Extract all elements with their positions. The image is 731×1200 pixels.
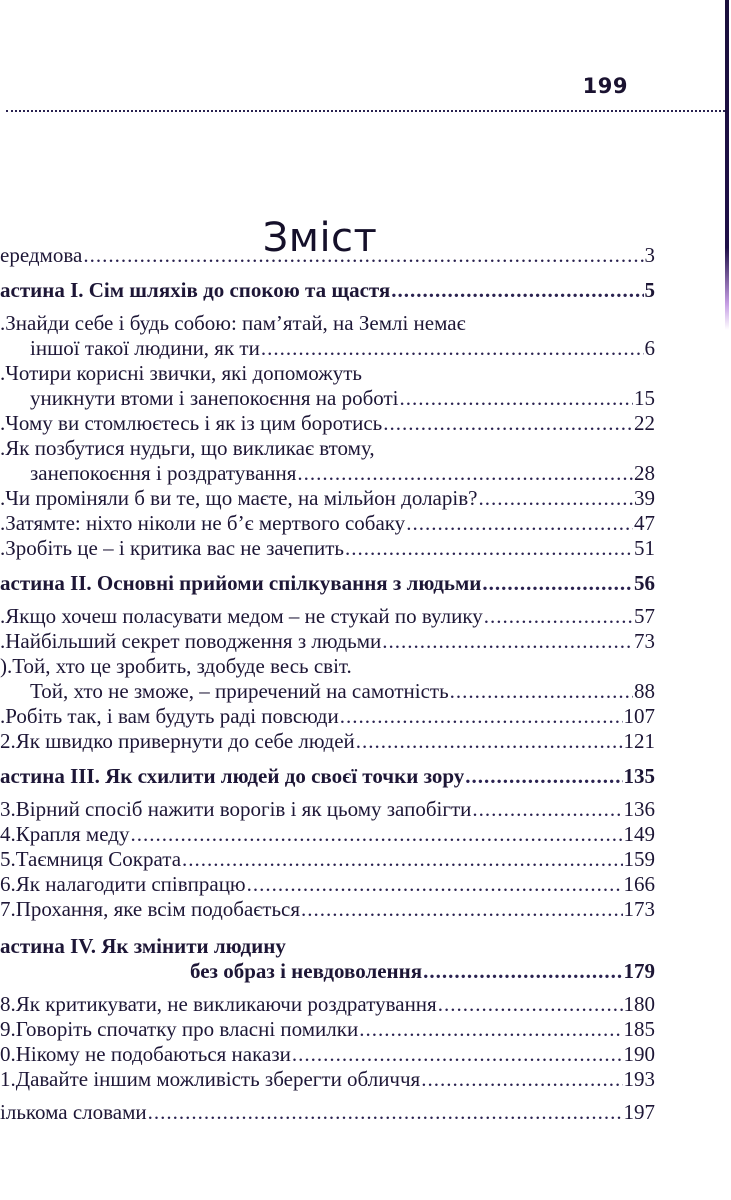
toc-line	[0, 959, 655, 984]
chapter-number: .	[0, 511, 6, 535]
toc-page-number: 193	[623, 1067, 655, 1091]
toc-entry-title: ількома словами	[0, 1100, 147, 1124]
toc-entry-title: ередмова	[0, 243, 83, 267]
toc-entry-title: Зробіть це – і критика вас не зачепить	[5, 536, 344, 560]
toc-entry-front	[0, 243, 655, 268]
toc-line	[0, 278, 655, 303]
toc-entry-title: іншої такої людини, як ти	[30, 336, 260, 360]
chapter-number: .	[0, 704, 6, 728]
chapter-number: 6.	[0, 872, 16, 896]
page-number: 199	[582, 74, 628, 98]
chapter-number: 9.	[0, 1017, 16, 1041]
toc-entry-title: Як налагодити співпрацю	[15, 872, 246, 896]
toc-line	[0, 604, 655, 629]
chapter-number: .	[0, 536, 6, 560]
dot-leader	[472, 797, 622, 822]
toc-entry-chapter	[0, 654, 655, 704]
dot-leader	[292, 1042, 623, 1067]
dot-leader	[484, 604, 633, 629]
toc-line	[0, 336, 655, 361]
dot-leader	[247, 872, 623, 897]
toc-entry-title: Затямте: ніхто ніколи не б’є мертвого собаку	[5, 511, 406, 535]
toc-entry-chapter	[0, 729, 655, 754]
toc-entry-chapter	[0, 822, 655, 847]
toc-entry-title: Крапля меду	[15, 822, 130, 846]
toc-entry-chapter	[0, 897, 655, 922]
toc-entry-title: Якщо хочеш поласувати медом – не стукай по вулику	[5, 604, 483, 628]
toc-page-number: 159	[623, 847, 655, 871]
dot-leader	[450, 679, 633, 704]
toc-page-number: 57	[634, 604, 655, 628]
toc-entry-chapter	[0, 361, 655, 411]
toc-entry-chapter	[0, 1017, 655, 1042]
toc-line	[0, 386, 655, 411]
toc-entry-title: Той, хто це зробить, здобуде весь світ.	[12, 654, 352, 678]
chapter-number: .	[0, 629, 6, 653]
chapter-number: .	[0, 411, 6, 435]
toc-entry-chapter	[0, 629, 655, 654]
toc-entry-title: Чому ви стомлюєтесь і як із цим боротись	[5, 411, 383, 435]
toc-line	[0, 797, 655, 822]
toc-page-number: 149	[623, 822, 655, 846]
dot-leader	[340, 704, 623, 729]
toc-entry-chapter	[0, 311, 655, 361]
toc-page-number: 180	[623, 992, 655, 1016]
toc-line	[0, 679, 655, 704]
toc-line	[0, 486, 655, 511]
toc-entry-chapter	[0, 511, 655, 536]
chapter-number: 5.	[0, 847, 16, 871]
chapter-number: 8.	[0, 992, 16, 1016]
toc-line	[0, 872, 655, 897]
toc-entry-chapter	[0, 797, 655, 822]
toc-page-number: 39	[634, 486, 655, 510]
toc-line	[0, 311, 655, 336]
dot-leader	[406, 511, 633, 536]
table-of-contents	[0, 243, 655, 1125]
dot-leader	[130, 822, 622, 847]
toc-entry-title: Чи проміняли б ви те, що маєте, на мільйон доларів?	[5, 486, 478, 510]
toc-entry-title: Той, хто не зможе, – приречений на самотність	[30, 679, 449, 703]
toc-page-number: 135	[623, 764, 655, 788]
toc-entry-part	[0, 278, 655, 303]
toc-page-number: 15	[634, 386, 655, 410]
toc-entry-title: Вірний спосіб нажити ворогів і як цьому запобігти	[15, 797, 472, 821]
chapter-number: ).	[0, 654, 13, 678]
toc-page-number: 179	[623, 959, 655, 983]
toc-page-number: 197	[623, 1100, 655, 1124]
toc-page-number: 22	[634, 411, 655, 435]
toc-page-number: 5	[644, 278, 655, 302]
dot-leader	[482, 571, 633, 596]
chapter-number: 1.	[0, 1067, 16, 1091]
toc-page-number: 190	[623, 1042, 655, 1066]
toc-entry-chapter	[0, 486, 655, 511]
chapter-number: 3.	[0, 797, 16, 821]
toc-page-number: 56	[634, 571, 655, 595]
toc-entry-title: Робіть так, і вам будуть раді повсюди	[5, 704, 339, 728]
toc-line	[0, 436, 655, 461]
dot-leader	[383, 411, 633, 436]
chapter-number: .	[0, 486, 6, 510]
toc-line	[0, 654, 655, 679]
toc-entry-back	[0, 1100, 655, 1125]
toc-line	[0, 629, 655, 654]
toc-entry-title: Говоріть спочатку про власні помилки	[15, 1017, 359, 1041]
dot-leader	[301, 897, 622, 922]
toc-entry-title: астина I. Сім шляхів до спокою та щастя	[0, 278, 391, 302]
dot-leader	[478, 486, 633, 511]
toc-entry-title: Давайте іншим можливість зберегти обличчя	[15, 1067, 421, 1091]
dot-leader	[423, 959, 622, 984]
toc-line	[0, 934, 655, 959]
toc-entry-title: уникнути втоми і занепокоєння на роботі	[30, 386, 399, 410]
toc-line	[0, 704, 655, 729]
toc-entry-title: без образ і невдоволення	[190, 959, 423, 983]
toc-line	[0, 729, 655, 754]
toc-entry-title: астина IV. Як змінити людину	[0, 934, 286, 958]
dot-leader	[359, 1017, 622, 1042]
toc-entry-title: Чотири корисні звички, які допоможуть	[5, 361, 362, 385]
toc-page-number: 88	[634, 679, 655, 703]
dot-leader	[391, 278, 643, 303]
toc-entry-chapter	[0, 1042, 655, 1067]
toc-entry-title: астина II. Основні прийоми спілкування з людьми	[0, 571, 482, 595]
toc-page-number: 3	[644, 243, 655, 267]
toc-line	[0, 1017, 655, 1042]
toc-entry-chapter	[0, 604, 655, 629]
toc-line	[0, 536, 655, 561]
page-title: Зміст	[262, 214, 378, 261]
toc-line	[0, 411, 655, 436]
dot-leader	[182, 847, 622, 872]
toc-line	[0, 992, 655, 1017]
toc-entry-title: Як швидко привернути до себе людей	[15, 729, 355, 753]
toc-page-number: 185	[623, 1017, 655, 1041]
chapter-number: 7.	[0, 897, 16, 921]
dot-leader	[356, 729, 623, 754]
dot-leader	[382, 629, 633, 654]
chapter-number: 4.	[0, 822, 16, 846]
toc-entry-part	[0, 571, 655, 596]
toc-page-number: 6	[644, 336, 655, 360]
chapter-number: .	[0, 361, 6, 385]
toc-page-number: 28	[634, 461, 655, 485]
toc-page-number: 121	[623, 729, 655, 753]
toc-line	[0, 361, 655, 386]
toc-entry-chapter	[0, 992, 655, 1017]
toc-entry-title: Як критикувати, не викликаючи роздратування	[15, 992, 437, 1016]
dot-leader	[400, 386, 633, 411]
toc-entry-part	[0, 934, 655, 984]
toc-entry-title: Як позбутися нудьги, що викликає втому,	[5, 436, 375, 460]
toc-entry-chapter	[0, 436, 655, 486]
toc-line	[0, 571, 655, 596]
toc-page-number: 47	[634, 511, 655, 535]
toc-entry-title: Таємниця Сократа	[15, 847, 182, 871]
dot-leader	[345, 536, 633, 561]
dot-leader	[465, 764, 622, 789]
dot-leader	[297, 461, 633, 486]
toc-line	[0, 897, 655, 922]
toc-entry-chapter	[0, 1067, 655, 1092]
toc-line	[0, 1100, 655, 1125]
toc-line	[0, 243, 655, 268]
toc-entry-title: Знайди себе і будь собою: пам’ятай, на Землі немає	[5, 311, 466, 335]
toc-entry-chapter	[0, 536, 655, 561]
dotted-header-rule	[6, 110, 725, 112]
toc-line	[0, 1042, 655, 1067]
chapter-number: .	[0, 311, 6, 335]
toc-page-number: 51	[634, 536, 655, 560]
toc-entry-chapter	[0, 411, 655, 436]
toc-page-number: 73	[634, 629, 655, 653]
toc-entry-title: Нікому не подобаються накази	[15, 1042, 291, 1066]
dot-leader	[261, 336, 644, 361]
toc-line	[0, 764, 655, 789]
dot-leader	[438, 992, 623, 1017]
toc-entry-chapter	[0, 847, 655, 872]
dot-leader	[421, 1067, 622, 1092]
toc-entry-title: Найбільший секрет поводження з людьми	[5, 629, 382, 653]
book-page-edge	[725, 0, 729, 330]
toc-page-number: 107	[623, 704, 655, 728]
toc-entry-part	[0, 764, 655, 789]
toc-entry-chapter	[0, 704, 655, 729]
toc-line	[0, 847, 655, 872]
chapter-number: .	[0, 604, 6, 628]
dot-leader	[148, 1100, 623, 1125]
toc-line	[0, 1067, 655, 1092]
toc-line	[0, 461, 655, 486]
toc-entry-title: занепокоєння і роздратування	[30, 461, 297, 485]
toc-entry-title: астина III. Як схилити людей до своєї точки зору	[0, 764, 465, 788]
chapter-number: 0.	[0, 1042, 16, 1066]
running-head	[0, 70, 725, 120]
toc-page-number: 173	[623, 897, 655, 921]
toc-line	[0, 511, 655, 536]
toc-entry-title: Прохання, яке всім подобається	[15, 897, 301, 921]
chapter-number: 2.	[0, 729, 16, 753]
toc-entry-chapter	[0, 872, 655, 897]
toc-line	[0, 822, 655, 847]
toc-page-number: 166	[623, 872, 655, 896]
toc-page-number: 136	[623, 797, 655, 821]
dot-leader	[83, 243, 643, 268]
chapter-number: .	[0, 436, 6, 460]
